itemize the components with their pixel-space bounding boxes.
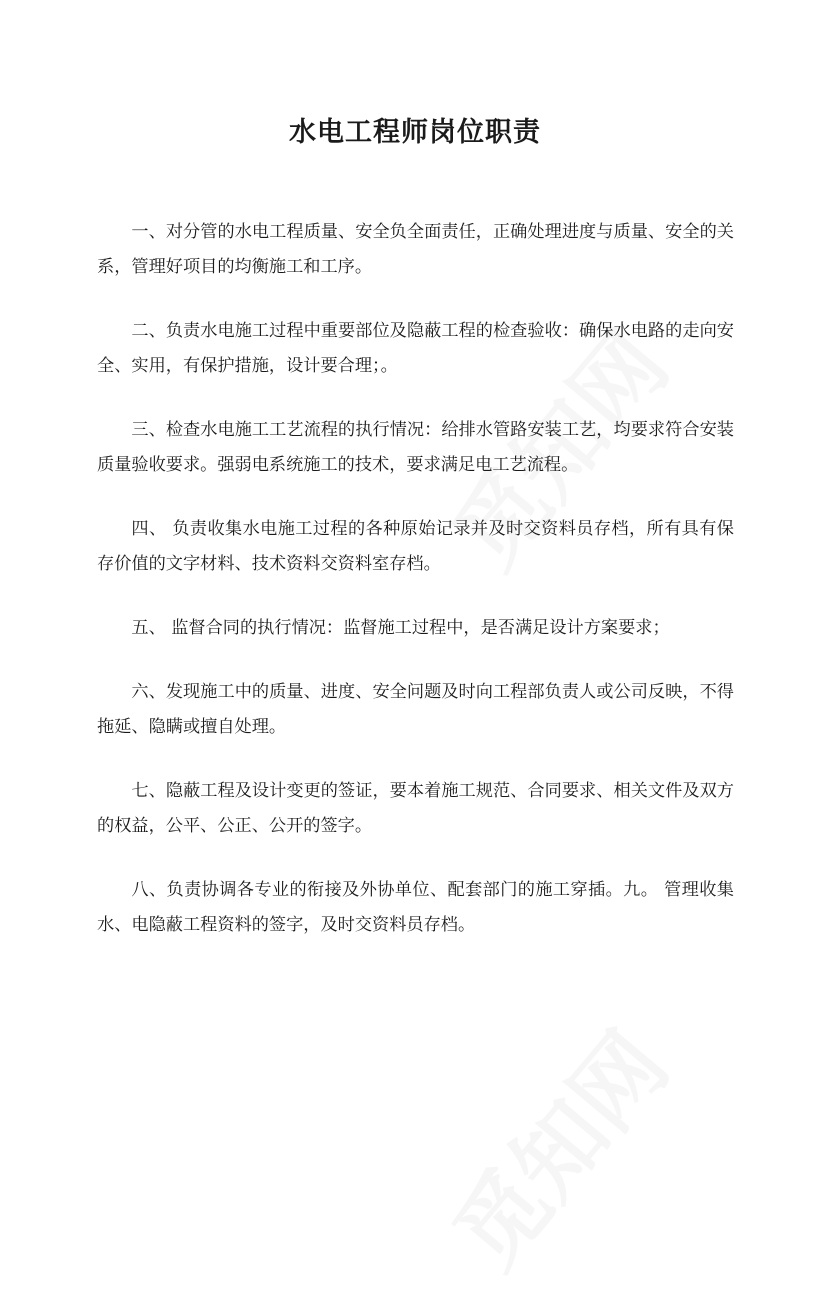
paragraph-5: 五、 监督合同的执行情况：监督施工过程中，是否满足设计方案要求； <box>131 618 670 638</box>
paragraph-8: 八、负责协调各专业的衔接及外协单位、配套部门的施工穿插。九。 管理收集水、电隐蔽工程资料的签字，及时交资料员存档。 <box>97 880 734 935</box>
page-title: 水电工程师岗位职责 <box>289 117 541 148</box>
document-body <box>97 215 734 972</box>
paragraph-4: 四、 负责收集水电施工过程的各种原始记录并及时交资料员存档，所有具有保存价值的文字材料、技术资料交资料室存档。 <box>97 519 734 574</box>
paragraph-2: 二、负责水电施工过程中重要部位及隐蔽工程的检查验收：确保水电路的走向安全、实用，有保护措施，设计要合理；。 <box>97 321 734 376</box>
paragraph-3: 三、检查水电施工工艺流程的执行情况：给排水管路安装工艺，均要求符合安装质量验收要求。强弱电系统施工的技术，要求满足电工艺流程。 <box>97 420 734 475</box>
paragraph-6: 六、发现施工中的质量、进度、安全问题及时向工程部负责人或公司反映，不得拖延、隐瞒或擅自处理。 <box>97 682 734 737</box>
paragraph-1: 一、对分管的水电工程质量、安全负全面责任，正确处理进度与质量、安全的关系，管理好项目的均衡施工和工序。 <box>97 222 734 277</box>
paragraph-7: 七、隐蔽工程及设计变更的签证，要本着施工规范、合同要求、相关文件及双方的权益，公平、公正、公开的签字。 <box>97 781 734 836</box>
watermark <box>418 1000 691 1290</box>
